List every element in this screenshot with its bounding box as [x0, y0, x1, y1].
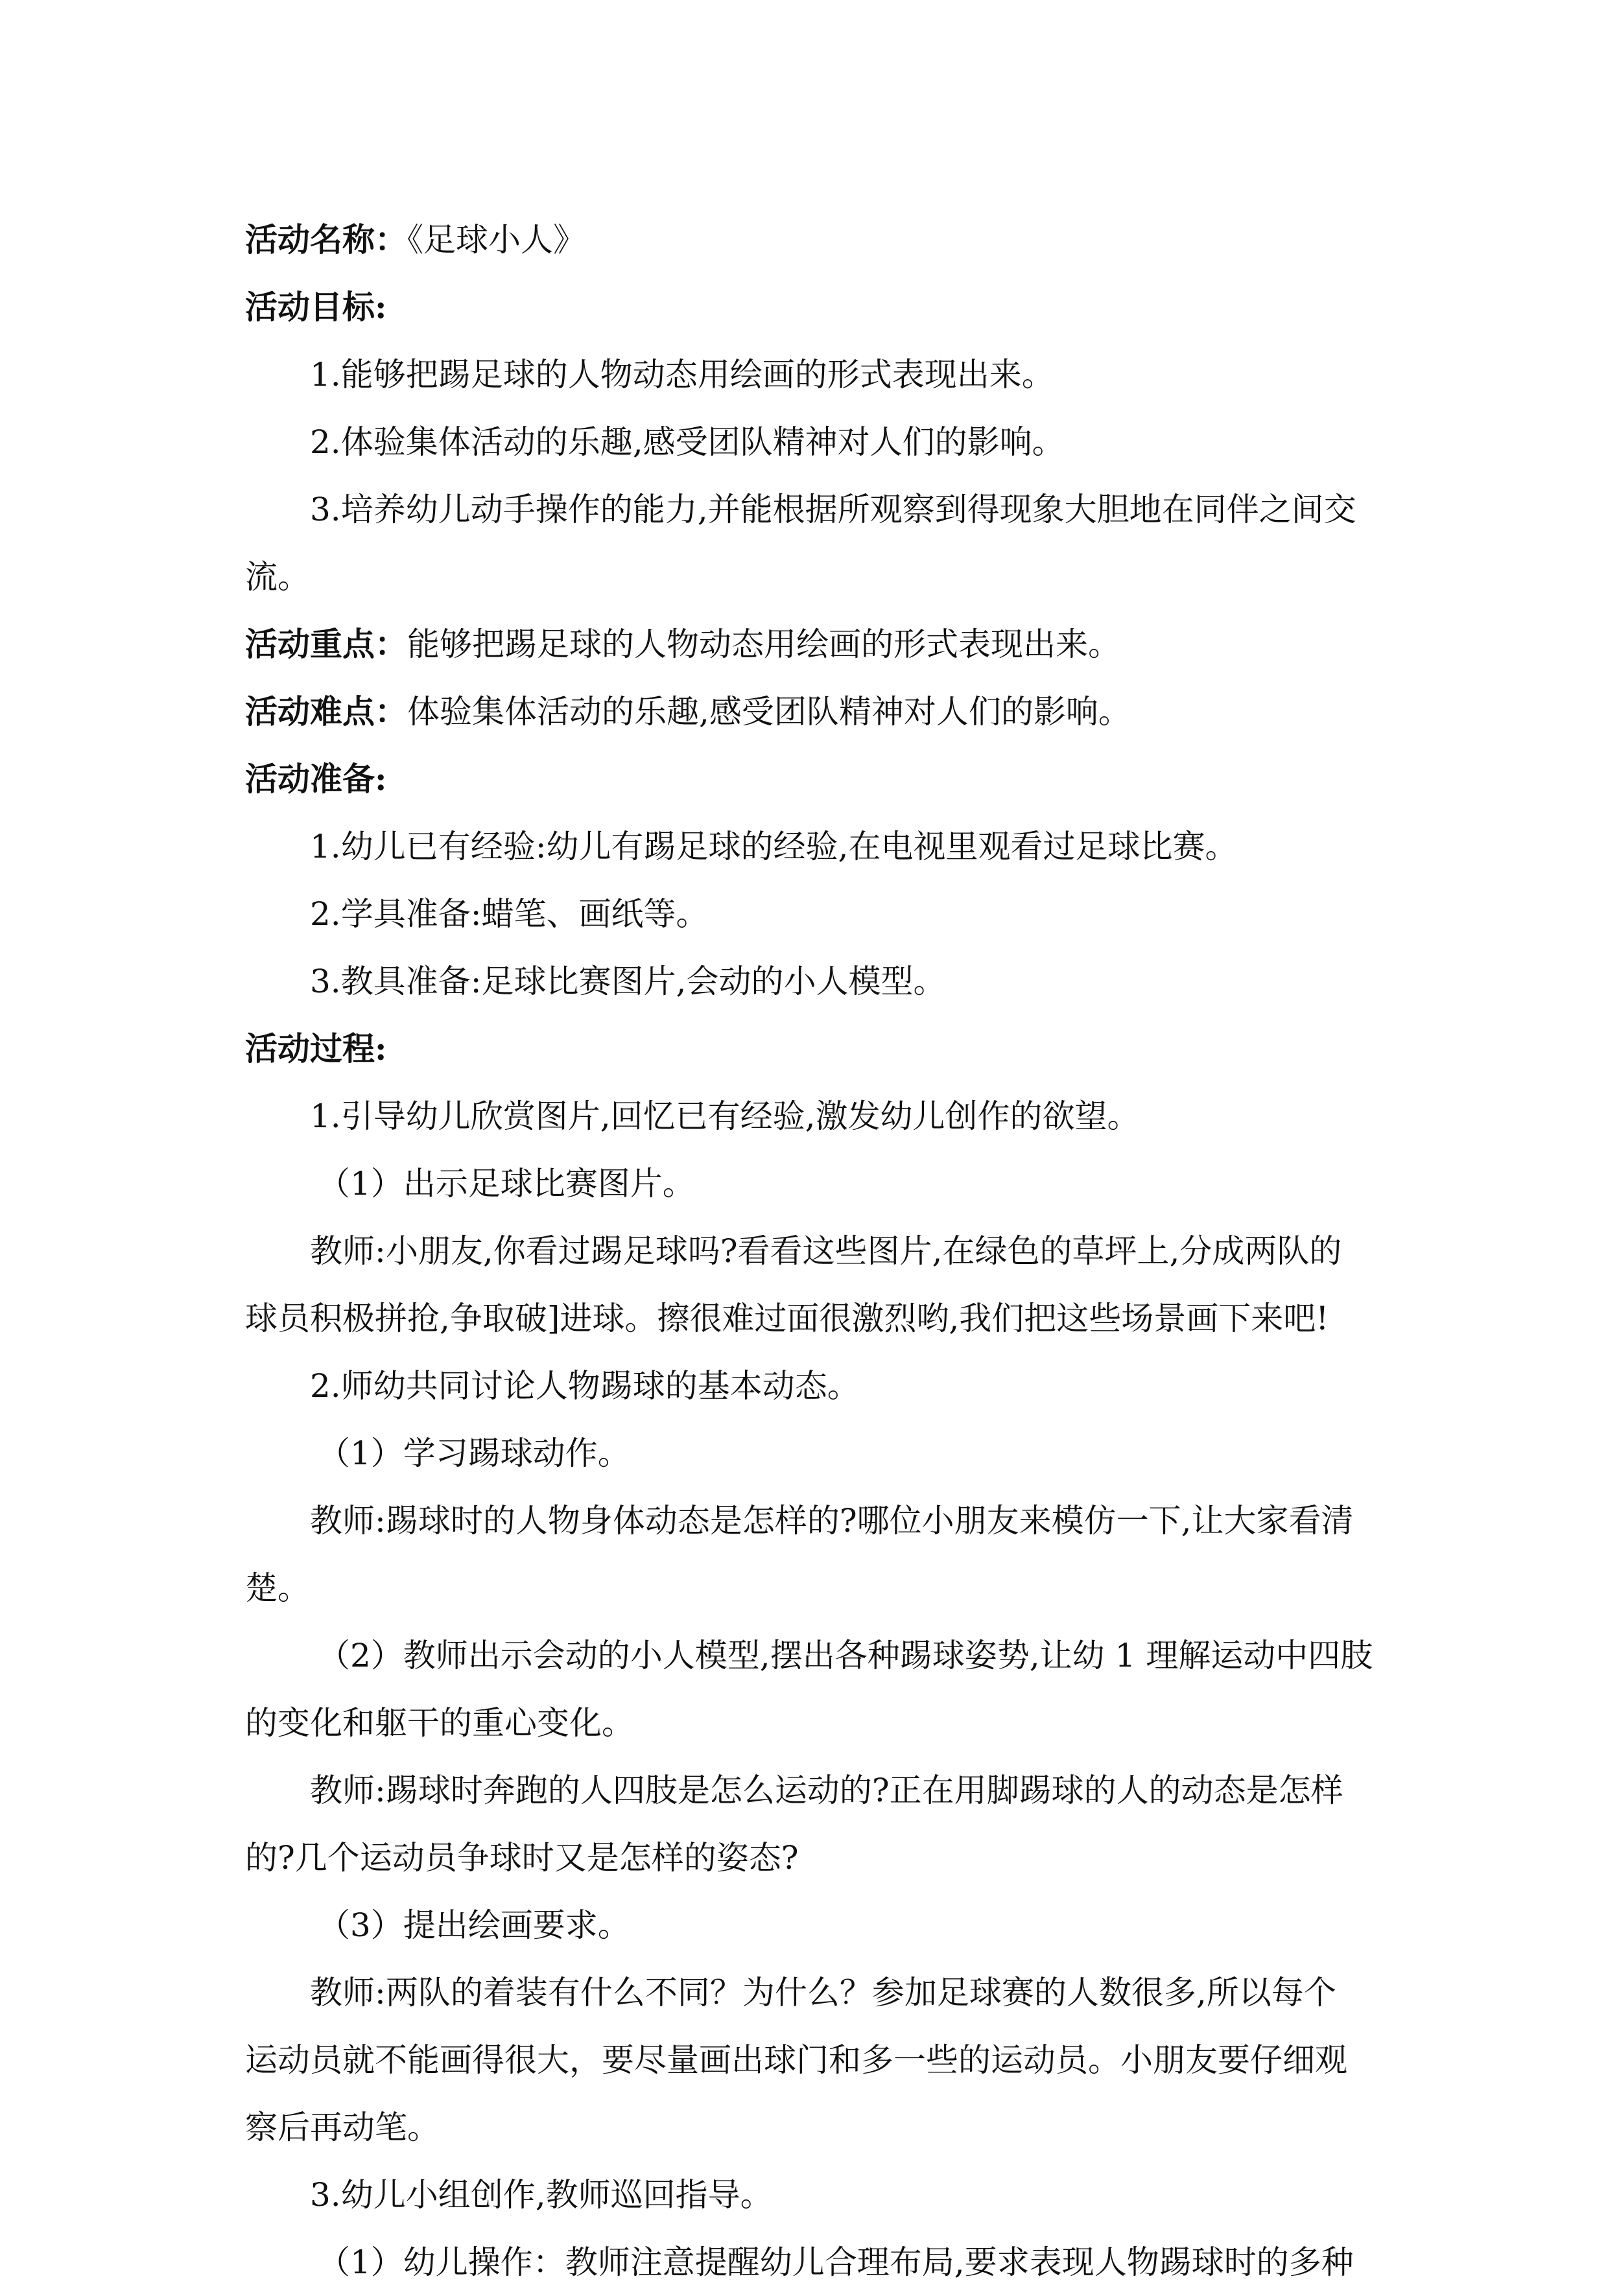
process-line: （1）出示足球比赛图片。: [318, 1165, 695, 1202]
process-line: 教师:小朋友,你看过踢足球吗?看看这些图片,在绿色的草坪上,分成两队的: [310, 1232, 1342, 1270]
document-body: [245, 206, 1381, 2296]
process-line: 1.引导幼儿欣赏图片,回忆已有经验,激发幼儿创作的欲望。: [310, 1097, 1140, 1135]
process-heading: 活动过程:: [245, 1029, 387, 1068]
activity-name-label: 活动名称：: [245, 220, 407, 259]
process-line: 球员积极拼抢,争取破]进球。擦很难过面很激烈哟,我们把这些场景画下来吧!: [245, 1300, 1329, 1337]
process-line: 的?几个运动员争球时又是怎样的姿态?: [245, 1839, 799, 1877]
process-line: （2）教师出示会动的小人模型,摆出各种踢球姿势,让幼 1 理解运动中四肢: [318, 1637, 1373, 1674]
key-point-line: [245, 611, 1381, 678]
goal-item-3: 3.培养幼儿动手操作的能力,并能根据所观察到得现象大胆地在同伴之间交: [310, 491, 1356, 528]
process-line: 教师:踢球时的人物身体动态是怎样的?哪位小朋友来模仿一下,让大家看清: [310, 1502, 1354, 1540]
process-line: 运动员就不能画得很大，要尽量画出球门和多一些的运动员。小朋友要仔细观: [245, 2041, 1347, 2079]
process-line: 察后再动笔。: [245, 2109, 440, 2146]
process-line: （1）学习踢球动作。: [318, 1435, 630, 1472]
process-line: 楚。: [245, 1569, 310, 1607]
key-point-value: 能够把踢足球的人物动态用绘画的形式表现出来。: [407, 626, 1120, 663]
preparation-item-2: 2.学具准备:蜡笔、画纸等。: [310, 895, 709, 933]
preparation-heading: 活动准备:: [245, 760, 387, 798]
activity-name-line: [245, 206, 1381, 274]
process-line: 2.师幼共同讨论人物踢球的基本动态。: [310, 1367, 860, 1405]
process-line: （1）幼儿操作：教师注意提醒幼儿合理布局,要求表现人物踢球时的多种: [318, 2243, 1354, 2281]
process-line: 3.幼儿小组创作,教师巡回指导。: [310, 2176, 773, 2214]
difficulty-value: 体验集体活动的乐趣,感受团队精神对人们的影响。: [407, 693, 1131, 731]
difficulty-label: 活动难点：: [245, 692, 407, 731]
process-line: 教师:两队的着装有什么不同？为什么？参加足球赛的人数很多,所以每个: [310, 1974, 1336, 2011]
process-line: 教师:踢球时奔跑的人四肢是怎么运动的?正在用脚踢球的人的动态是怎样: [310, 1772, 1343, 1809]
process-line: 的变化和躯干的重心变化。: [245, 1704, 634, 1742]
goal-item-2: 2.体验集体活动的乐趣,感受团队精神对人们的影响。: [310, 423, 1065, 461]
goals-heading: 活动目标:: [245, 288, 387, 326]
goal-item-3-continuation: 流。: [245, 558, 310, 596]
key-point-label: 活动重点：: [245, 625, 407, 663]
goal-item-1: 1.能够把踢足球的人物动态用绘画的形式表现出来。: [310, 356, 1054, 393]
difficulty-line: [245, 678, 1381, 745]
activity-name-value: 《足球小人》: [407, 221, 585, 259]
process-line: （3）提出绘画要求。: [318, 1906, 630, 1944]
preparation-item-1: 1.幼儿已有经验:幼儿有踢足球的经验,在电视里观看过足球比赛。: [310, 828, 1238, 865]
preparation-item-3: 3.教具准备:足球比赛图片,会动的小人模型。: [310, 963, 946, 1000]
